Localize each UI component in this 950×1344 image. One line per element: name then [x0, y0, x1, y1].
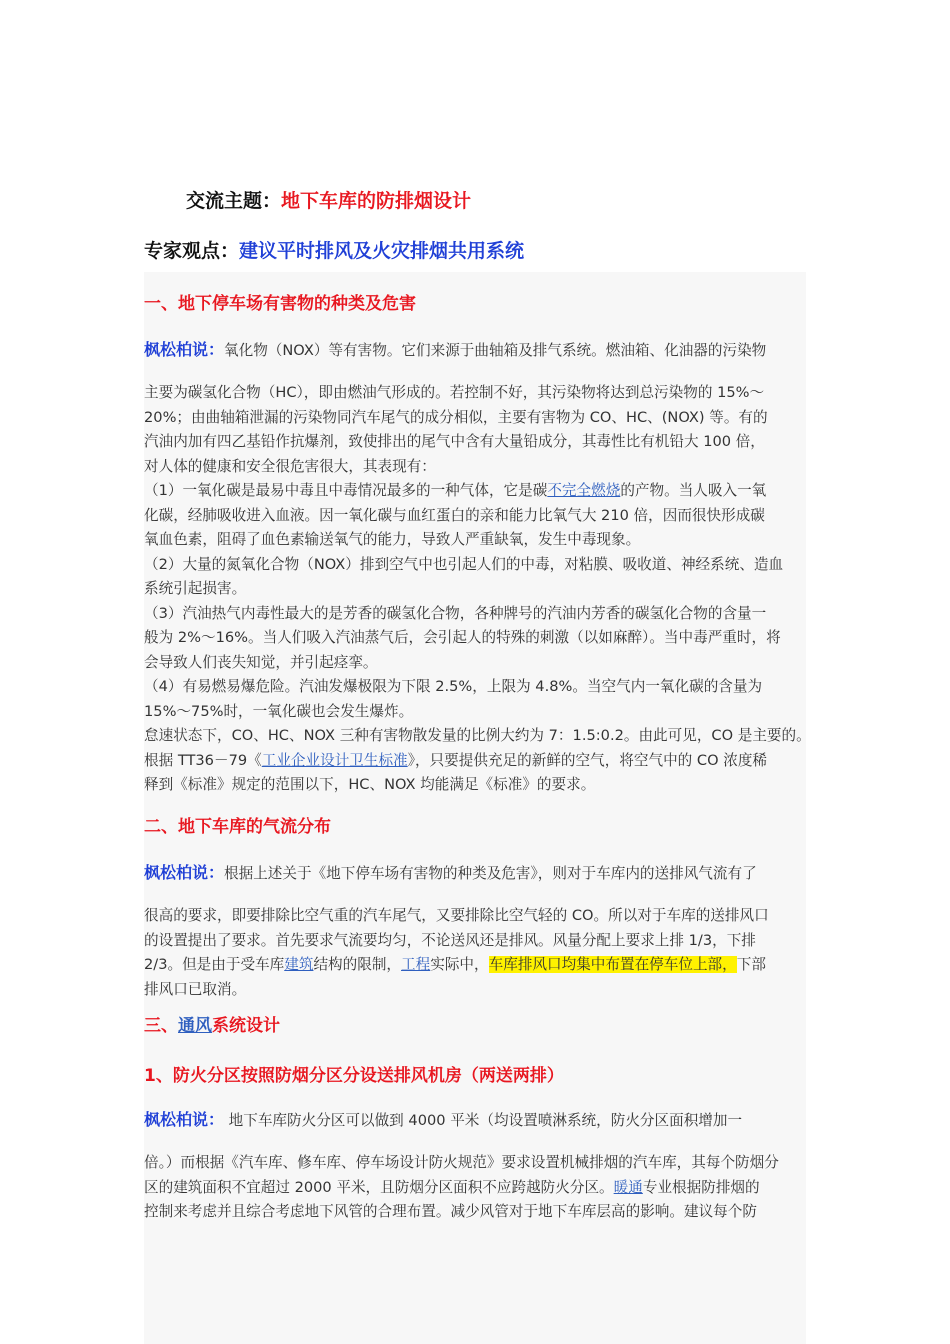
- text-line: 释到《标准》规定的范围以下，HC、NOX 均能满足《标准》的要求。: [144, 776, 596, 793]
- standard-line: 根据 TT36－79《工业企业设计卫生标准》，只要提供充足的新鲜的空气，将空气中的 CO 浓度稀: [144, 751, 768, 769]
- section1-first-line: [144, 338, 806, 381]
- speaker-label: 枫松柏说：: [144, 340, 225, 359]
- expert-title: 建议平时排风及火灾排烟共用系统: [239, 240, 525, 262]
- section3-line-3: 区的建筑面积不宜超过 2000 平米，且防烟分区面积不应跨越防火分区。暖通专业根据防排烟的: [144, 1178, 760, 1196]
- hvac-link[interactable]: 暖通: [613, 1178, 643, 1196]
- topic-label: 交流主题：: [186, 190, 282, 212]
- text-line: 汽油内加有四乙基铅作抗爆剂，致使排出的尾气中含有大量铅成分，其毒性比有机铅大 100 倍，: [144, 433, 765, 450]
- section3-paragraph: [144, 1108, 806, 1225]
- section1-paragraph: [144, 338, 811, 798]
- text-line: 氧血色素，阻碍了血色素输送氧气的能力，导致人严重缺氧，发生中毒现象。: [144, 531, 641, 548]
- text-line: （3）汽油热气内毒性最大的是芳香的碳氢化合物，各种牌号的汽油内芳香的碳氢化合物的含量一: [144, 604, 767, 622]
- text-line: 15%～75%时，一氧化碳也会发生爆炸。: [144, 702, 414, 720]
- text-line: 系统引起损害。: [144, 580, 247, 597]
- architecture-link[interactable]: 建筑: [284, 956, 314, 973]
- text-line: （4）有易燃易爆危险。汽油发爆极限为下限 2.5%，上限为 4.8%。当空气内一氧化碳的含量为: [144, 678, 763, 695]
- text-line: 根据上述关于《地下停车场有害物的种类及危害》，则对于车库内的送排风气流有了: [224, 865, 757, 882]
- text-line: 倍。）而根据《汽车库、修车库、停车场设计防火规范》要求设置机械排烟的汽车库，其每个防烟分: [144, 1154, 779, 1171]
- highlighted-text: 车库排风口均集中布置在停车位上部，: [488, 956, 737, 973]
- text-line: 20%；由曲轴箱泄漏的污染物同汽车尾气的成分相似，主要有害物为 CO、HC、(NOX) 等。有的: [144, 408, 768, 426]
- section2-line-4: 2/3。但是由于受车库建筑结构的限制，工程实际中，车库排风口均集中布置在停车位上部，下部: [144, 956, 766, 973]
- text-line: 地下车库防火分区可以做到 4000 平米（均设置喷淋系统，防火分区面积增加一: [224, 1112, 743, 1129]
- section3-heading: 三、通风系统设计: [144, 1016, 280, 1036]
- item1-first-line: （1）一氧化碳是最易中毒且中毒情况最多的一种气体，它是碳不完全燃烧的产物。当人吸入一氧: [144, 482, 767, 499]
- speaker-label: 枫松柏说：: [144, 1110, 225, 1129]
- section3-first-line: [144, 1108, 806, 1151]
- section3-subheading: 1、防火分区按照防烟分区分设送排风机房（两送两排）: [144, 1066, 564, 1086]
- ventilation-link[interactable]: 通风: [178, 1016, 212, 1036]
- hygiene-standard-link[interactable]: 工业企业设计卫生标准: [261, 751, 408, 769]
- text-line: （2）大量的氮氧化合物（NOX）排到空气中也引起人们的中毒，对粘膜、吸收道、神经系统、造血: [144, 555, 784, 573]
- text-line: 对人体的健康和安全很危害很大，其表现有：: [144, 457, 436, 475]
- speaker-label: 枫松柏说：: [144, 863, 225, 882]
- text-line: 主要为碳氢化合物（HC），即由燃油气形成的。若控制不好，其污染物将达到总污染物的 15%～: [144, 384, 765, 401]
- text-line: 氧化物（NOX）等有害物。它们来源于曲轴箱及排气系统。燃油箱、化油器的污染物: [224, 342, 767, 359]
- topic-line: [186, 186, 471, 213]
- text-line: 控制来考虑并且综合考虑地下风管的合理布置。减少风管对于地下车库层高的影响。建议每个防: [144, 1203, 757, 1220]
- section2-first-line: [144, 861, 806, 904]
- text-line: 化碳，经肺吸收进入血液。因一氧化碳与血红蛋白的亲和能力比氧气大 210 倍，因而很快形成碳: [144, 506, 765, 524]
- section2-paragraph: [144, 861, 806, 1002]
- section1-heading: 一、地下停车场有害物的种类及危害: [144, 294, 416, 314]
- text-line: 排风口已取消。: [144, 980, 247, 998]
- text-line: 会导致人们丧失知觉，并引起痉挛。: [144, 653, 378, 671]
- topic-title: 地下车库的防排烟设计: [281, 190, 472, 212]
- text-line: 很高的要求，即要排除比空气重的汽车尾气，又要排除比空气轻的 CO。所以对于车库的送排风口: [144, 907, 769, 924]
- incomplete-combustion-link[interactable]: 不完全燃烧: [547, 482, 621, 499]
- text-line: 般为 2%～16%。当人们吸入汽油蒸气后，会引起人的特殊的刺激（以如麻醉）。当中毒严重时，将: [144, 629, 781, 646]
- text-line: 的设置提出了要求。首先要求气流要均匀，不论送风还是排风。风量分配上要求上排 1/3，下排: [144, 931, 756, 949]
- expert-label: 专家观点：: [144, 240, 240, 262]
- text-line: 怠速状态下，CO、HC、NOX 三种有害物散发量的比例大约为 7：1.5:0.2。由此可见，CO 是主要的。: [144, 727, 811, 744]
- engineering-link[interactable]: 工程: [401, 956, 431, 973]
- section2-heading: 二、地下车库的气流分布: [144, 817, 331, 837]
- expert-line: [144, 236, 524, 263]
- article-body: [144, 272, 811, 1344]
